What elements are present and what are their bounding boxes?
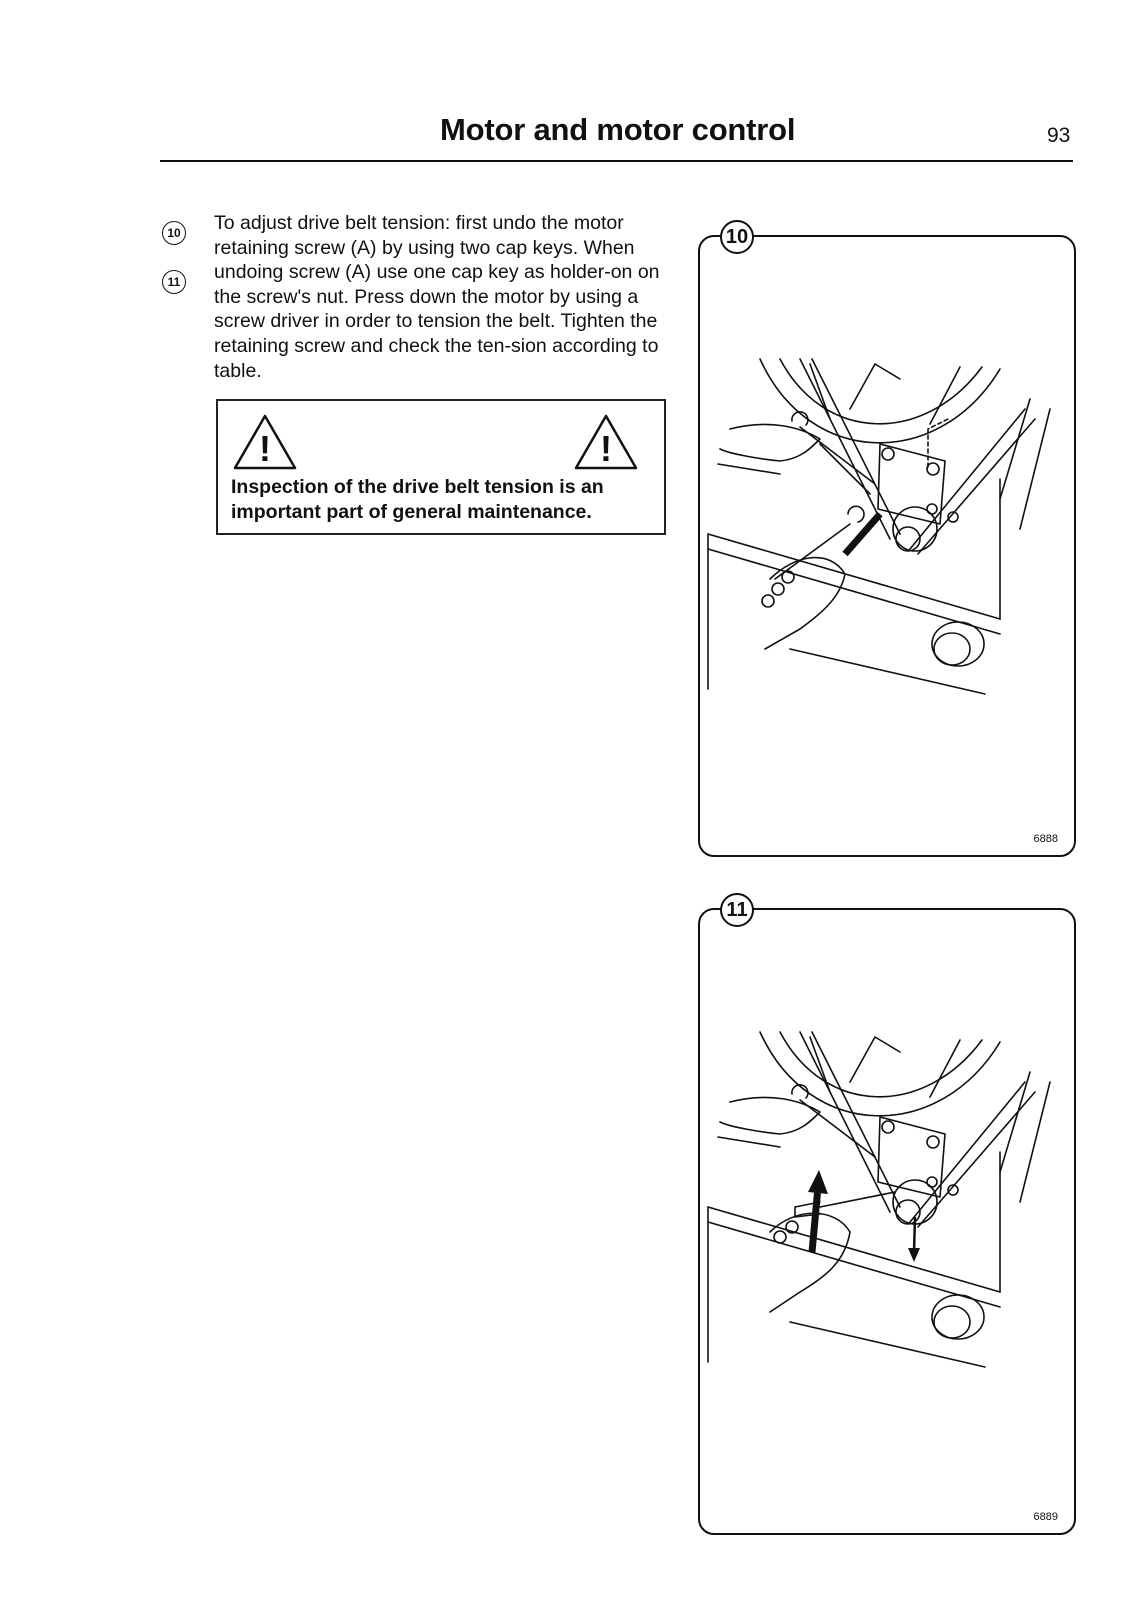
- figure-number-badge: 11: [720, 893, 754, 927]
- warning-triangle-icon: [573, 413, 639, 471]
- figure-ref-11: 11: [162, 270, 186, 294]
- figure-ref-10: 10: [162, 221, 186, 245]
- warning-symbol: !: [259, 428, 271, 469]
- warning-box: [216, 399, 666, 535]
- warning-symbol: !: [600, 428, 612, 469]
- figure-image-id: 6889: [1033, 1511, 1058, 1523]
- figure-panel-11: [698, 899, 1076, 1535]
- page-title: Motor and motor control: [440, 112, 796, 147]
- motor-belt-illustration: [700, 349, 1074, 709]
- page-number: 93: [1047, 124, 1071, 147]
- header-rule: [160, 160, 1073, 162]
- figure-image-id: 6888: [1033, 833, 1058, 845]
- warning-text: Inspection of the drive belt tension is an important part of general maintenance.: [231, 476, 604, 523]
- instructions-paragraph: To adjust drive belt tension: first undo the motor retaining screw (A) by using two cap keys. When undoing screw (A) use one cap key as holder-on on the screw's nut. Press down the motor by using a screw driver in order to tension the belt. Tighten the retaining screw and check the ten-sion according to table.: [214, 212, 660, 382]
- warning-triangle-icon: [232, 413, 298, 471]
- figure-number-badge: 10: [720, 220, 754, 254]
- figure-panel-10: [698, 226, 1076, 857]
- motor-screwdriver-illustration: [700, 1022, 1074, 1382]
